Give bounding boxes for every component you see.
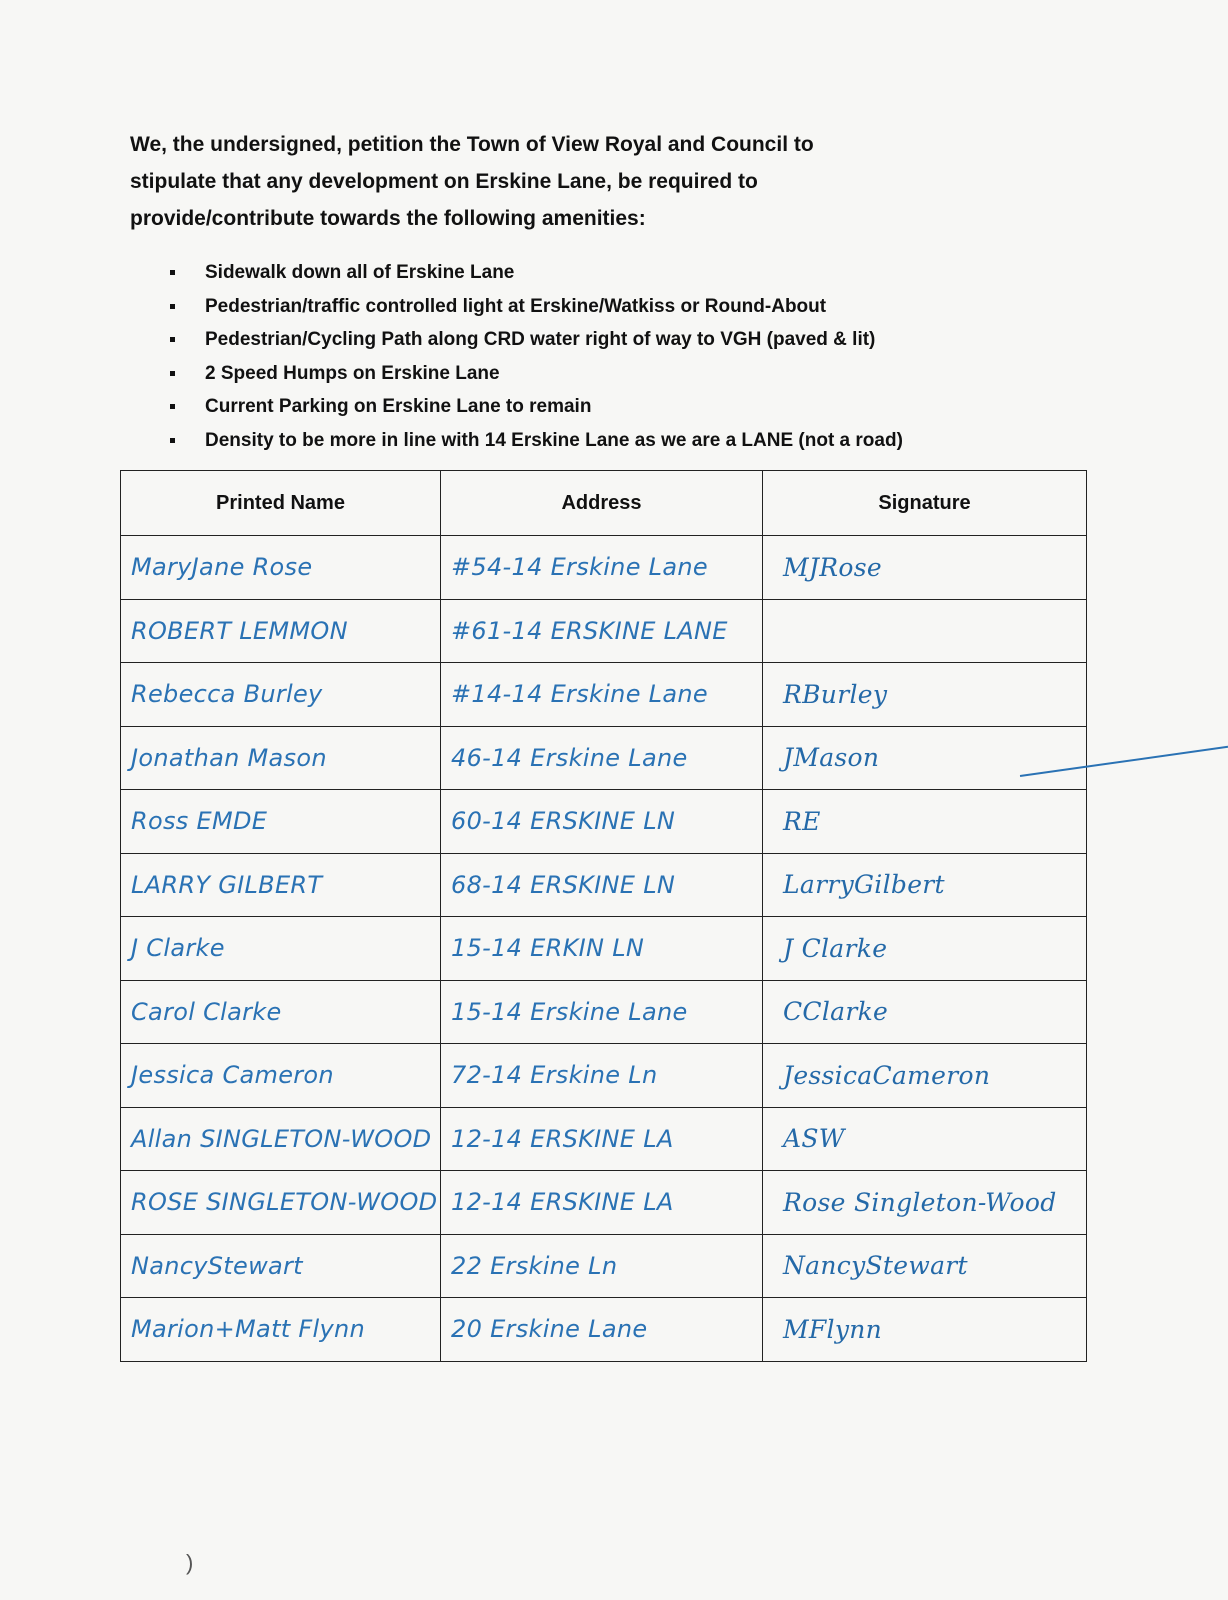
address-cell: #54-14 Erskine Lane xyxy=(441,536,763,600)
signature-cell: RE xyxy=(763,790,1087,854)
printed-name-cell: J Clarke xyxy=(121,917,441,981)
address-cell: 15-14 Erskine Lane xyxy=(441,980,763,1044)
address-cell: 12-14 ERSKINE LA xyxy=(441,1171,763,1235)
table-row xyxy=(121,1107,1087,1171)
printed-name-cell: Allan SINGLETON-WOOD xyxy=(121,1107,441,1171)
printed-name-cell: NancyStewart xyxy=(121,1234,441,1298)
address-cell: 60-14 ERSKINE LN xyxy=(441,790,763,854)
amenity-item: 2 Speed Humps on Erskine Lane xyxy=(168,357,903,391)
signature-cell: J Clarke xyxy=(763,917,1087,981)
address-cell: 15-14 ERKIN LN xyxy=(441,917,763,981)
printed-name-cell: MaryJane Rose xyxy=(121,536,441,600)
amenity-item: Density to be more in line with 14 Erskine Lane as we are a LANE (not a road) xyxy=(168,424,903,458)
petition-intro: We, the undersigned, petition the Town of View Royal and Council to stipulate that any development on Erskine Lane, be required to provide/contribute towards the following amenities: xyxy=(130,133,814,230)
signature-cell xyxy=(763,599,1087,663)
signature-cell: JMason xyxy=(763,726,1087,790)
table-header-row xyxy=(121,471,1087,536)
table-row xyxy=(121,917,1087,981)
printed-name-cell: Marion+Matt Flynn xyxy=(121,1298,441,1362)
header-printed-name: Printed Name xyxy=(121,471,441,536)
printed-name-cell: Jonathan Mason xyxy=(121,726,441,790)
table-row xyxy=(121,1234,1087,1298)
address-cell: #14-14 Erskine Lane xyxy=(441,663,763,727)
printed-name-cell: Jessica Cameron xyxy=(121,1044,441,1108)
amenity-item: Current Parking on Erskine Lane to remain xyxy=(168,390,903,424)
table-row xyxy=(121,1044,1087,1108)
signature-table xyxy=(120,470,1087,1362)
signature-cell: CClarke xyxy=(763,980,1087,1044)
amenity-item: Pedestrian/traffic controlled light at Erskine/Watkiss or Round-About xyxy=(168,290,903,324)
signature-cell: NancyStewart xyxy=(763,1234,1087,1298)
amenities-list xyxy=(168,256,903,457)
address-cell: 12-14 ERSKINE LA xyxy=(441,1107,763,1171)
amenity-item: Pedestrian/Cycling Path along CRD water right of way to VGH (paved & lit) xyxy=(168,323,903,357)
table-row xyxy=(121,1171,1087,1235)
address-cell: 46-14 Erskine Lane xyxy=(441,726,763,790)
signature-cell: LarryGilbert xyxy=(763,853,1087,917)
signature-cell: JessicaCameron xyxy=(763,1044,1087,1108)
address-cell: #61-14 ERSKINE LANE xyxy=(441,599,763,663)
printed-name-cell: Carol Clarke xyxy=(121,980,441,1044)
table-row xyxy=(121,1298,1087,1362)
address-cell: 22 Erskine Ln xyxy=(441,1234,763,1298)
signature-cell: MJRose xyxy=(763,536,1087,600)
signature-cell: ASW xyxy=(763,1107,1087,1171)
printed-name-cell: Ross EMDE xyxy=(121,790,441,854)
table-row xyxy=(121,853,1087,917)
address-cell: 20 Erskine Lane xyxy=(441,1298,763,1362)
address-cell: 68-14 ERSKINE LN xyxy=(441,853,763,917)
address-cell: 72-14 Erskine Ln xyxy=(441,1044,763,1108)
printed-name-cell: ROBERT LEMMON xyxy=(121,599,441,663)
table-row xyxy=(121,726,1087,790)
table-row xyxy=(121,599,1087,663)
table-row xyxy=(121,663,1087,727)
table-row xyxy=(121,536,1087,600)
printed-name-cell: LARRY GILBERT xyxy=(121,853,441,917)
printed-name-cell: Rebecca Burley xyxy=(121,663,441,727)
printed-name-cell: ROSE SINGLETON-WOOD xyxy=(121,1171,441,1235)
table-row xyxy=(121,980,1087,1044)
stray-pen-mark: ) xyxy=(186,1550,194,1575)
header-signature: Signature xyxy=(763,471,1087,536)
signature-cell: MFlynn xyxy=(763,1298,1087,1362)
header-address: Address xyxy=(441,471,763,536)
signature-cell: RBurley xyxy=(763,663,1087,727)
signature-cell: Rose Singleton-Wood xyxy=(763,1171,1087,1235)
amenity-item: Sidewalk down all of Erskine Lane xyxy=(168,256,903,290)
table-row xyxy=(121,790,1087,854)
